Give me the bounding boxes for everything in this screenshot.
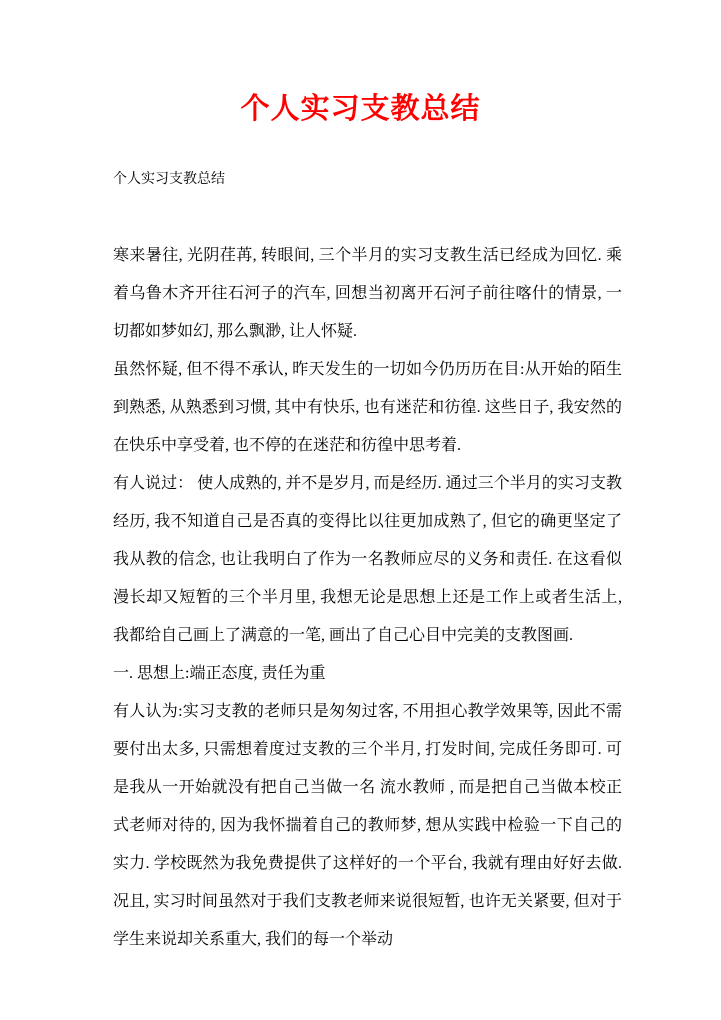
paragraph: 寒来暑往, 光阴荏苒, 转眼间, 三个半月的实习支教生活已经成为回忆. 乘着乌鲁木齐开往石河子的汽车, 回想当初离开石河子前往喀什的情景, 一切都如梦如幻, 那么飘渺, 让人怀疑.: [113, 247, 622, 340]
paragraph: 有人说过： 使人成熟的, 并不是岁月, 而是经历. 通过三个半月的实习支教经历, 我不知道自己是否真的变得比以往更加成熟了, 但它的确更坚定了我从教的信念, 也让我明白了作为一名教师应尽的义务和责任. 在这看似漫长却又短暂的三个半月里, 我想无论是思想上还是工作上或者生活上, 我都给自己画上了满意的一笔, 画出了自己心目中完美的支教图画.: [113, 475, 622, 644]
paragraph: 一. 思想上:端正态度, 责任为重: [113, 665, 326, 682]
document-subtitle: 个人实习支教总结: [113, 172, 225, 187]
paragraph: 虽然怀疑, 但不得不承认, 昨天发生的一切如今仍历历在目:从开始的陌生到熟悉, 从熟悉到习惯, 其中有快乐, 也有迷茫和彷徨. 这些日子, 我安然的在快乐中享受着, 也不停的在迷茫和彷徨中思考着.: [113, 361, 622, 454]
document-title: 个人实习支教总结: [240, 93, 481, 125]
document-body: [113, 237, 622, 959]
paragraph: 有人认为:实习支教的老师只是匆匆过客, 不用担心教学效果等, 因此不需要付出太多, 只需想着度过支教的三个半月, 打发时间, 完成任务即可. 可是我从一开始就没有把自己当做一名 流水教师 , 而是把自己当做本校正式老师对待的, 因为我怀揣着自己的教师梦, 想从实践中检验一下自己的实力. 学校既然为我免费提供了这样好的一个平台, 我就有理由好好去做. 况且, 实习时间虽然对于我们支教老师来说很短暂, 也许无关紧要, 但对于学生来说却关系重大, 我们的每一个举动: [113, 703, 622, 948]
